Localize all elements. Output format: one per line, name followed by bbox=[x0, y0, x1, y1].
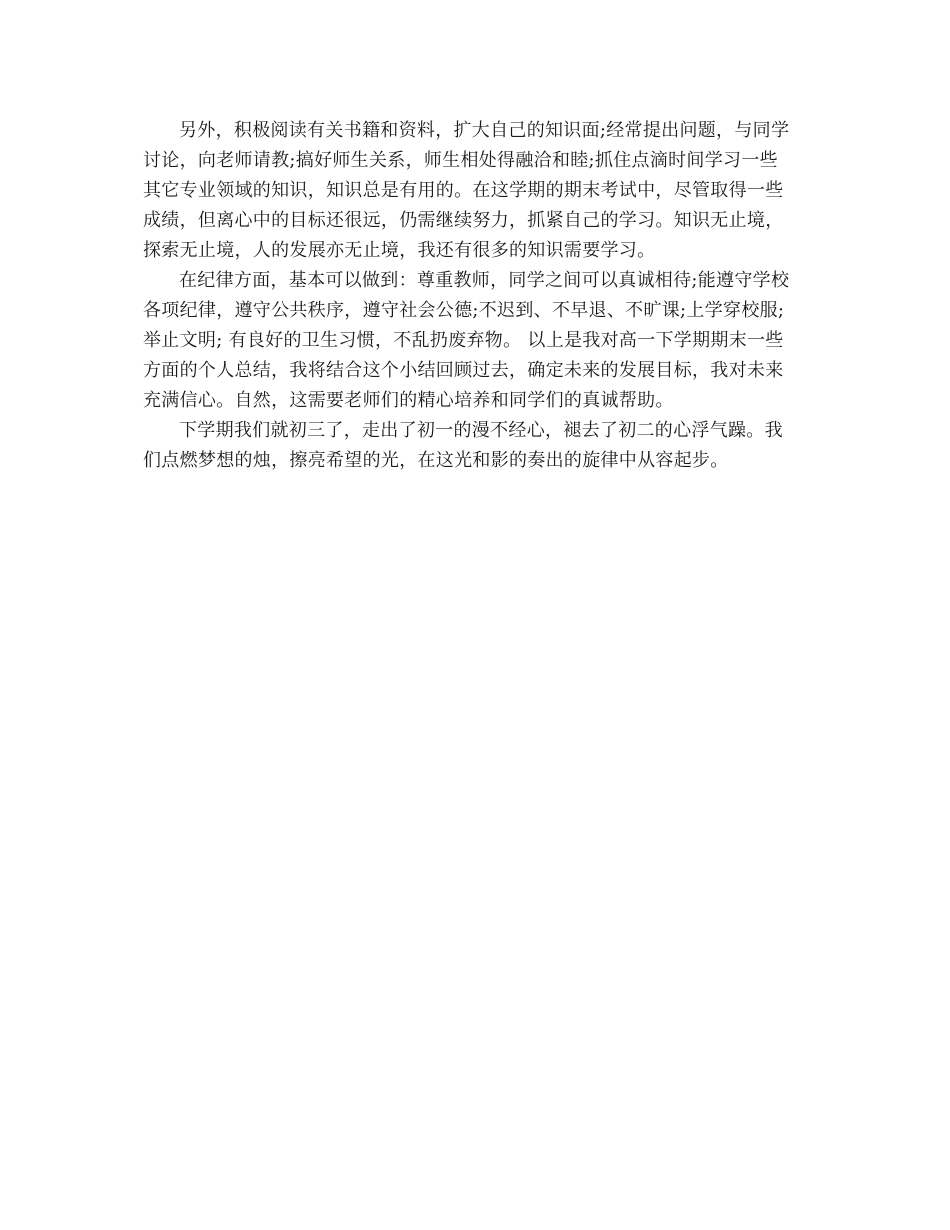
paragraph-study bbox=[143, 116, 808, 266]
text-line: 举止文明; 有良好的卫生习惯，不乱扔废弃物。 以上是我对高一下学期期末一些 bbox=[143, 330, 784, 351]
text-line: 讨论，向老师请教;搞好师生关系，师生相处得融洽和睦;抓住点滴时间学习一些 bbox=[143, 150, 778, 171]
text-line: 其它专业领域的知识，知识总是有用的。在这学期的期末考试中，尽管取得一些 bbox=[143, 180, 784, 201]
text-line: 方面的个人总结，我将结合这个小结回顾过去，确定未来的发展目标，我对未来 bbox=[143, 360, 784, 381]
text-line: 充满信心。自然，这需要老师们的精心培养和同学们的真诚帮助。 bbox=[143, 390, 674, 411]
text-line: 在纪律方面，基本可以做到：尊重教师，同学之间可以真诚相待;能遵守学校 bbox=[179, 270, 790, 291]
text-line: 探索无止境，人的发展亦无止境，我还有很多的知识需要学习。 bbox=[143, 240, 656, 261]
document-body bbox=[143, 116, 808, 476]
text-line: 各项纪律，遵守公共秩序，遵守社会公德;不迟到、不早退、不旷课;上学穿校服; bbox=[143, 300, 785, 321]
text-line: 们点燃梦想的烛，擦亮希望的光，在这光和影的奏出的旋律中从容起步。 bbox=[143, 450, 729, 471]
text-line: 成绩，但离心中的目标还很远，仍需继续努力，抓紧自己的学习。知识无止境， bbox=[143, 210, 784, 231]
paragraph-outlook bbox=[143, 416, 808, 476]
paragraph-discipline bbox=[143, 266, 808, 416]
text-line: 另外，积极阅读有关书籍和资料，扩大自己的知识面;经常提出问题，与同学 bbox=[179, 120, 790, 141]
text-line: 下学期我们就初三了，走出了初一的漫不经心，褪去了初二的心浮气躁。我 bbox=[179, 420, 783, 441]
